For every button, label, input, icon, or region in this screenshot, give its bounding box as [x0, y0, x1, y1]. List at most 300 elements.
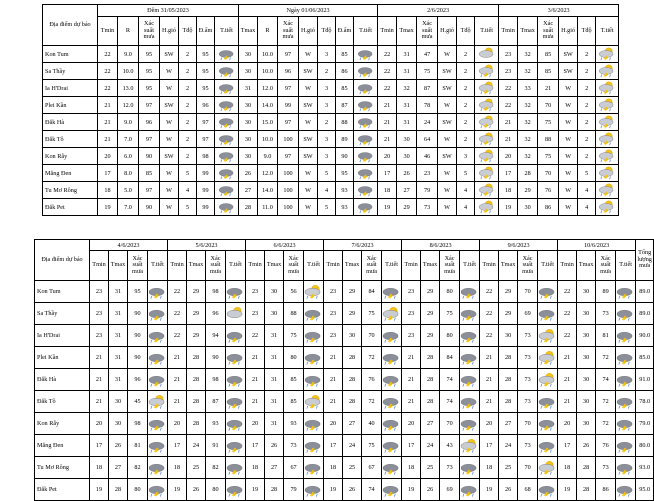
value-cell: W — [160, 131, 179, 148]
weather-icon-cell — [382, 413, 402, 435]
storm-weather-icon — [382, 284, 401, 300]
weather-icon-cell — [616, 303, 636, 325]
value-cell: 93 — [284, 413, 304, 435]
value-cell: 5.0 — [118, 182, 139, 199]
value-cell: 2 — [179, 80, 197, 97]
value-cell: 75 — [362, 435, 382, 457]
value-cell: 2 — [457, 114, 475, 131]
storm-weather-icon — [217, 149, 237, 163]
value-cell: 19 — [90, 479, 109, 501]
column-header: Tmin — [90, 251, 109, 281]
value-cell: 2 — [578, 131, 596, 148]
value-cell: 97 — [197, 114, 215, 131]
table-row — [43, 182, 619, 199]
value-cell: 56 — [284, 281, 304, 303]
value-cell: 31 — [239, 80, 258, 97]
weather-icon-cell — [215, 165, 239, 182]
value-cell: 67 — [362, 457, 382, 479]
value-cell: 2 — [578, 148, 596, 165]
value-cell: W — [559, 114, 578, 131]
value-cell: SW — [559, 46, 578, 63]
storm-weather-icon — [148, 416, 167, 432]
weather-icon-cell — [382, 347, 402, 369]
value-cell: 32 — [518, 97, 538, 114]
storm-weather-icon — [538, 438, 557, 454]
date-group-header: 9/6/2023 — [480, 240, 558, 251]
weather-icon-cell — [596, 46, 619, 63]
value-cell: 31 — [109, 369, 128, 391]
value-cell: 2 — [179, 114, 197, 131]
storm-weather-icon — [217, 200, 237, 214]
weather-icon-cell — [226, 435, 246, 457]
storm-weather-icon — [382, 482, 401, 498]
storm-weather-icon — [356, 200, 376, 214]
value-cell: 5 — [318, 199, 336, 216]
value-cell: W — [160, 114, 179, 131]
value-cell: 28 — [421, 369, 440, 391]
storm-weather-icon — [304, 350, 323, 366]
weather-icon-cell — [354, 80, 378, 97]
sun-weather-icon — [226, 306, 245, 322]
sunstorm-weather-icon — [597, 47, 617, 61]
weather-icon-cell — [215, 131, 239, 148]
value-cell: 5 — [179, 199, 197, 216]
value-cell: 22 — [378, 80, 397, 97]
value-cell: 23 — [499, 63, 518, 80]
value-cell: 26 — [577, 435, 596, 457]
value-cell: 24 — [499, 435, 518, 457]
storm-weather-icon — [304, 372, 323, 388]
value-cell: 30 — [397, 148, 417, 165]
value-cell: 30 — [343, 325, 362, 347]
weather-icon-cell — [538, 303, 558, 325]
storm-weather-icon — [356, 183, 376, 197]
table-row — [43, 199, 619, 216]
weather-icon-cell — [460, 369, 480, 391]
weather-icon-cell — [538, 435, 558, 457]
value-cell: 100 — [278, 199, 299, 216]
value-cell: 95 — [139, 63, 160, 80]
value-cell: 75 — [417, 63, 438, 80]
storm-weather-icon — [217, 166, 237, 180]
value-cell: 80 — [440, 281, 460, 303]
value-cell: 31 — [265, 413, 284, 435]
column-header: Tmin — [480, 251, 499, 281]
value-cell: 5 — [318, 165, 336, 182]
value-cell: 21 — [558, 369, 577, 391]
storm-weather-icon — [460, 482, 479, 498]
value-cell: 30 — [577, 413, 596, 435]
value-cell: 26 — [109, 435, 128, 457]
column-header: Tđộ — [179, 17, 197, 46]
value-cell: 22 — [558, 303, 577, 325]
value-cell: 96 — [139, 114, 160, 131]
value-cell: 81 — [128, 435, 148, 457]
weather-icon-cell — [475, 148, 499, 165]
value-cell: 2 — [179, 63, 197, 80]
value-cell: 10.0 — [258, 63, 278, 80]
value-cell: 28 — [343, 347, 362, 369]
value-cell: 81 — [596, 325, 616, 347]
weather-icon-cell — [460, 391, 480, 413]
value-cell: SW — [160, 46, 179, 63]
storm-weather-icon — [616, 416, 635, 432]
value-cell: 24 — [421, 435, 440, 457]
value-cell: 30 — [265, 303, 284, 325]
location-name: Kon Rẫy — [43, 148, 98, 165]
value-cell: 30 — [577, 281, 596, 303]
value-cell: W — [559, 131, 578, 148]
column-header: Xác suất mưa — [278, 17, 299, 46]
weather-icon-cell — [596, 80, 619, 97]
value-cell: 97 — [139, 131, 160, 148]
value-cell: 93 — [336, 199, 354, 216]
table-row — [43, 165, 619, 182]
value-cell: 72 — [362, 391, 382, 413]
value-cell: 28 — [239, 199, 258, 216]
value-cell: 15.0 — [258, 114, 278, 131]
value-cell: SW — [438, 63, 457, 80]
storm-weather-icon — [148, 438, 167, 454]
weather-icon-cell — [226, 479, 246, 501]
value-cell: 20 — [480, 413, 499, 435]
value-cell: 20 — [90, 413, 109, 435]
storm-weather-icon — [356, 149, 376, 163]
value-cell: 23 — [324, 281, 343, 303]
value-cell: 22 — [499, 80, 518, 97]
value-cell: 70 — [518, 281, 538, 303]
value-cell: 30 — [577, 369, 596, 391]
value-cell: 24 — [417, 114, 438, 131]
value-cell: 30 — [397, 131, 417, 148]
partly-weather-icon — [477, 47, 497, 61]
storm-weather-icon — [382, 350, 401, 366]
value-cell: 82 — [206, 457, 226, 479]
value-cell: 8.0 — [118, 165, 139, 182]
value-cell: 28 — [421, 347, 440, 369]
sunstorm-weather-icon — [597, 200, 617, 214]
value-cell: 21 — [90, 369, 109, 391]
value-cell: SW — [299, 131, 318, 148]
weather-icon-cell — [460, 347, 480, 369]
value-cell: 17 — [246, 435, 265, 457]
value-cell: 45 — [128, 391, 148, 413]
value-cell: 17 — [378, 165, 397, 182]
sunstorm-weather-icon — [477, 149, 497, 163]
value-cell: 21 — [324, 391, 343, 413]
value-cell: 22 — [480, 303, 499, 325]
value-cell: 21 — [324, 369, 343, 391]
value-cell: 22 — [98, 80, 118, 97]
value-cell: 5 — [578, 165, 596, 182]
column-header: Tmax — [518, 17, 538, 46]
storm-weather-icon — [226, 350, 245, 366]
total-rain-value: 93.0 — [636, 457, 654, 479]
table-row — [35, 369, 654, 391]
sunstorm-weather-icon — [597, 81, 617, 95]
sunstorm-weather-icon — [477, 183, 497, 197]
weather-icon-cell — [304, 303, 324, 325]
value-cell: 2 — [457, 97, 475, 114]
total-rain-value: 78.0 — [636, 391, 654, 413]
forecast-table-bottom — [34, 239, 654, 501]
value-cell: 18 — [558, 457, 577, 479]
weather-icon-cell — [538, 479, 558, 501]
column-header: H.gió — [299, 17, 318, 46]
storm-weather-icon — [460, 328, 479, 344]
value-cell: 97 — [139, 97, 160, 114]
value-cell: 21 — [90, 347, 109, 369]
value-cell: SW — [438, 114, 457, 131]
value-cell: 26 — [397, 165, 417, 182]
value-cell: 13.0 — [118, 80, 139, 97]
table-row — [35, 303, 654, 325]
value-cell: 12.0 — [258, 165, 278, 182]
value-cell: 69 — [440, 479, 460, 501]
value-cell: 22 — [558, 281, 577, 303]
location-name: Ia H'Drai — [43, 80, 98, 97]
value-cell: 9.0 — [258, 148, 278, 165]
weather-icon-cell — [538, 325, 558, 347]
column-header: Tmin — [98, 17, 118, 46]
location-name: Plei Kần — [43, 97, 98, 114]
value-cell: 85 — [538, 63, 559, 80]
value-cell: 90 — [139, 199, 160, 216]
value-cell: 80 — [284, 347, 304, 369]
value-cell: 31 — [109, 281, 128, 303]
storm-weather-icon — [226, 438, 245, 454]
value-cell: 32 — [518, 63, 538, 80]
value-cell: 17 — [98, 165, 118, 182]
column-header: H.gió — [559, 17, 578, 46]
value-cell: 99 — [197, 165, 215, 182]
value-cell: 93 — [336, 182, 354, 199]
location-name: Đăk Pet — [35, 479, 90, 501]
value-cell: 28 — [577, 479, 596, 501]
weather-icon-cell — [460, 457, 480, 479]
value-cell: 90 — [128, 303, 148, 325]
date-group-header: 7/6/2023 — [324, 240, 402, 251]
table-row — [43, 63, 619, 80]
storm-weather-icon — [382, 460, 401, 476]
value-cell: 27 — [421, 413, 440, 435]
value-cell: 97 — [197, 131, 215, 148]
column-header: Tmax — [343, 251, 362, 281]
value-cell: 76 — [362, 369, 382, 391]
value-cell: W — [438, 182, 457, 199]
value-cell: W — [438, 131, 457, 148]
value-cell: 2 — [318, 63, 336, 80]
column-header: T.tiết — [596, 17, 619, 46]
storm-weather-icon — [460, 394, 479, 410]
value-cell: 98 — [206, 281, 226, 303]
value-cell: 22 — [246, 325, 265, 347]
value-cell: 30 — [109, 413, 128, 435]
weather-icon-cell — [475, 165, 499, 182]
date-group-header: 5/6/2023 — [168, 240, 246, 251]
storm-weather-icon — [226, 482, 245, 498]
table-row — [35, 391, 654, 413]
storm-weather-icon — [226, 372, 245, 388]
value-cell: 28 — [499, 369, 518, 391]
value-cell: 29 — [187, 325, 206, 347]
weather-icon-cell — [148, 347, 168, 369]
sunstorm-weather-icon — [477, 200, 497, 214]
value-cell: 90 — [336, 148, 354, 165]
value-cell: 74 — [440, 369, 460, 391]
storm-weather-icon — [356, 64, 376, 78]
value-cell: 85 — [284, 391, 304, 413]
value-cell: 21 — [480, 347, 499, 369]
storm-weather-icon — [304, 306, 323, 322]
value-cell: W — [559, 165, 578, 182]
value-cell: SW — [299, 97, 318, 114]
value-cell: 31 — [397, 97, 417, 114]
value-cell: 29 — [187, 303, 206, 325]
weather-icon-cell — [354, 63, 378, 80]
value-cell: 70 — [518, 457, 538, 479]
value-cell: 21 — [378, 97, 397, 114]
date-group-header: Đêm 31/05/2023 — [98, 5, 239, 17]
weather-icon-cell — [304, 347, 324, 369]
value-cell: 88 — [336, 114, 354, 131]
value-cell: 27 — [239, 182, 258, 199]
value-cell: 88 — [284, 303, 304, 325]
value-cell: 29 — [343, 281, 362, 303]
value-cell: 32 — [397, 80, 417, 97]
value-cell: 32 — [518, 114, 538, 131]
value-cell: 70 — [538, 165, 559, 182]
weather-icon-cell — [538, 347, 558, 369]
weather-icon-cell — [475, 97, 499, 114]
storm-weather-icon — [226, 460, 245, 476]
value-cell: 29 — [499, 281, 518, 303]
weather-icon-cell — [382, 479, 402, 501]
value-cell: 28 — [109, 479, 128, 501]
weather-icon-cell — [475, 182, 499, 199]
value-cell: 25 — [499, 457, 518, 479]
value-cell: 23 — [402, 281, 421, 303]
value-cell: 22 — [378, 63, 397, 80]
value-cell: SW — [299, 148, 318, 165]
weather-icon-cell — [148, 457, 168, 479]
value-cell: 2 — [578, 97, 596, 114]
value-cell: 73 — [284, 435, 304, 457]
value-cell: 67 — [284, 457, 304, 479]
storm-weather-icon — [148, 482, 167, 498]
value-cell: 27 — [499, 413, 518, 435]
column-header: Tđộ — [457, 17, 475, 46]
weather-icon-cell — [304, 479, 324, 501]
value-cell: 26 — [265, 435, 284, 457]
column-header: Xác suất mưa — [440, 251, 460, 281]
value-cell: 3 — [318, 46, 336, 63]
value-cell: 10.0 — [258, 46, 278, 63]
value-cell: 19 — [558, 479, 577, 501]
total-rain-value: 91.0 — [636, 369, 654, 391]
weather-icon-cell — [304, 369, 324, 391]
storm-weather-icon — [538, 394, 557, 410]
value-cell: 21 — [90, 391, 109, 413]
value-cell: 20 — [402, 413, 421, 435]
storm-weather-icon — [460, 350, 479, 366]
value-cell: W — [438, 97, 457, 114]
value-cell: 95 — [139, 46, 160, 63]
value-cell: 6.0 — [118, 148, 139, 165]
table-row — [43, 97, 619, 114]
column-header: Tmin — [378, 17, 397, 46]
sunstorm-weather-icon — [597, 115, 617, 129]
value-cell: 29 — [397, 199, 417, 216]
value-cell: 86 — [336, 63, 354, 80]
storm-weather-icon — [356, 132, 376, 146]
storm-weather-icon — [460, 460, 479, 476]
table-row — [43, 148, 619, 165]
value-cell: 68 — [518, 479, 538, 501]
value-cell: 3 — [457, 148, 475, 165]
weather-icon-cell — [596, 114, 619, 131]
value-cell: 23 — [246, 303, 265, 325]
value-cell: 20 — [499, 148, 518, 165]
weather-icon-cell — [460, 479, 480, 501]
value-cell: 20 — [378, 148, 397, 165]
value-cell: 28 — [343, 369, 362, 391]
weather-icon-cell — [304, 391, 324, 413]
weather-icon-cell — [382, 325, 402, 347]
value-cell: 31 — [265, 347, 284, 369]
location-header: Địa điểm dự báo — [43, 5, 98, 46]
value-cell: 73 — [518, 391, 538, 413]
weather-icon-cell — [538, 457, 558, 479]
value-cell: 26 — [421, 479, 440, 501]
column-header: Đ.ẩm — [336, 17, 354, 46]
value-cell: 29 — [343, 303, 362, 325]
column-header: Tmin — [402, 251, 421, 281]
value-cell: 29 — [499, 303, 518, 325]
weather-icon-cell — [215, 80, 239, 97]
column-header: T.tiết — [538, 251, 558, 281]
value-cell: 22 — [480, 281, 499, 303]
weather-icon-cell — [616, 347, 636, 369]
value-cell: 82 — [128, 457, 148, 479]
weather-icon-cell — [226, 457, 246, 479]
value-cell: 31 — [109, 303, 128, 325]
value-cell: 26 — [239, 165, 258, 182]
column-header: T.tiết — [215, 17, 239, 46]
value-cell: 28 — [187, 391, 206, 413]
value-cell: 85 — [538, 46, 559, 63]
value-cell: 30 — [577, 347, 596, 369]
value-cell: 18 — [324, 457, 343, 479]
value-cell: 9.0 — [118, 46, 139, 63]
weather-icon-cell — [226, 303, 246, 325]
value-cell: 73 — [596, 457, 616, 479]
value-cell: 31 — [397, 63, 417, 80]
value-cell: 29 — [518, 182, 538, 199]
weather-icon-cell — [304, 281, 324, 303]
column-header: T.tiết — [616, 251, 636, 281]
column-header: Tmax — [397, 17, 417, 46]
weather-icon-cell — [148, 303, 168, 325]
value-cell: 43 — [440, 435, 460, 457]
storm-weather-icon — [616, 460, 635, 476]
value-cell: 27 — [397, 182, 417, 199]
value-cell: 90 — [128, 325, 148, 347]
value-cell: 100 — [278, 182, 299, 199]
value-cell: 28 — [187, 413, 206, 435]
location-name: Đăk Pet — [43, 199, 98, 216]
weather-icon-cell — [226, 347, 246, 369]
